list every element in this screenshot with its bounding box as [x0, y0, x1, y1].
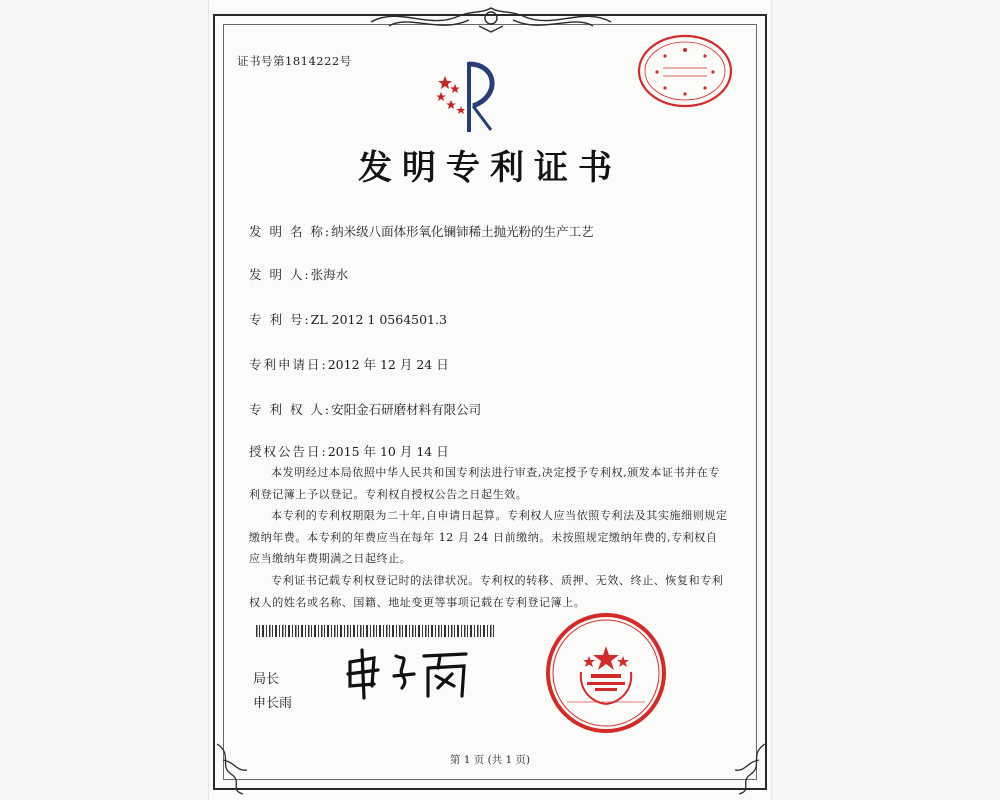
filing-date-value: 2012 年 12 月 24 日: [327, 357, 449, 372]
inventor-value: 张海水: [310, 267, 349, 282]
legal-text: [249, 462, 729, 613]
top-ornament: [369, 0, 613, 34]
invention-name-row: [249, 222, 594, 240]
patent-number-row: [249, 310, 447, 328]
official-seal: [545, 612, 667, 734]
page-footer: 第 1 页 (共 1 页): [449, 754, 531, 766]
legal-paragraph-3: 专利证书记载专利权登记时的法律状况。专利权的转移、质押、无效、终止、恢复和专利权人的姓名或名称、国籍、地址变更等事项记载在专利登记簿上。: [249, 573, 724, 609]
fee-agent-seal: [635, 32, 735, 110]
bottom-left-ornament: [213, 740, 253, 796]
grant-date-label: 授权公告日:: [249, 444, 328, 459]
bottom-right-ornament: [729, 740, 769, 796]
patentee-row: [249, 400, 481, 418]
patentee-value: 安阳金石研磨材料有限公司: [331, 402, 482, 417]
certificate-page: [208, 0, 772, 800]
filing-date-row: [249, 355, 449, 373]
patent-number-label: 专 利 号:: [249, 312, 311, 327]
director-title: 局长: [253, 672, 280, 687]
cnipa-emblem-logo: [431, 56, 503, 134]
grant-date-row: [249, 442, 449, 460]
invention-name-value: 纳米级八面体形氧化镧铈稀土抛光粉的生产工艺: [331, 224, 594, 239]
director-signature: [344, 646, 474, 702]
filing-date-label: 专利申请日:: [249, 357, 328, 372]
invention-name-label: 发 明 名 称:: [249, 224, 332, 239]
patent-number-value: ZL 2012 1 0564501.3: [310, 312, 447, 327]
inventor-row: [249, 265, 348, 283]
legal-paragraph-1: 本发明经过本局依照中华人民共和国专利法进行审查,决定授予专利权,颁发本证书并在专利登记簿上予以登记。专利权自授权公告之日起生效。: [249, 466, 720, 501]
director-name: 申长雨: [253, 696, 293, 711]
inventor-label: 发 明 人:: [249, 267, 311, 282]
grant-date-value: 2015 年 10 月 14 日: [327, 444, 449, 459]
legal-paragraph-2: 本专利的专利权期限为二十年,自申请日起算。专利权人应当依照专利法及其实施细则规定缴纳年费。本专利的年费应当在每年 12 月 24 日前缴纳。未按照规定缴纳年费的,专利权自应当缴纳年费期满之日起终止。: [249, 509, 728, 566]
certificate-number: 证书号第1814222号: [237, 54, 352, 68]
certificate-title: 发明专利证书: [358, 148, 622, 188]
barcode: [256, 625, 496, 637]
patentee-label: 专 利 权 人:: [249, 402, 332, 417]
